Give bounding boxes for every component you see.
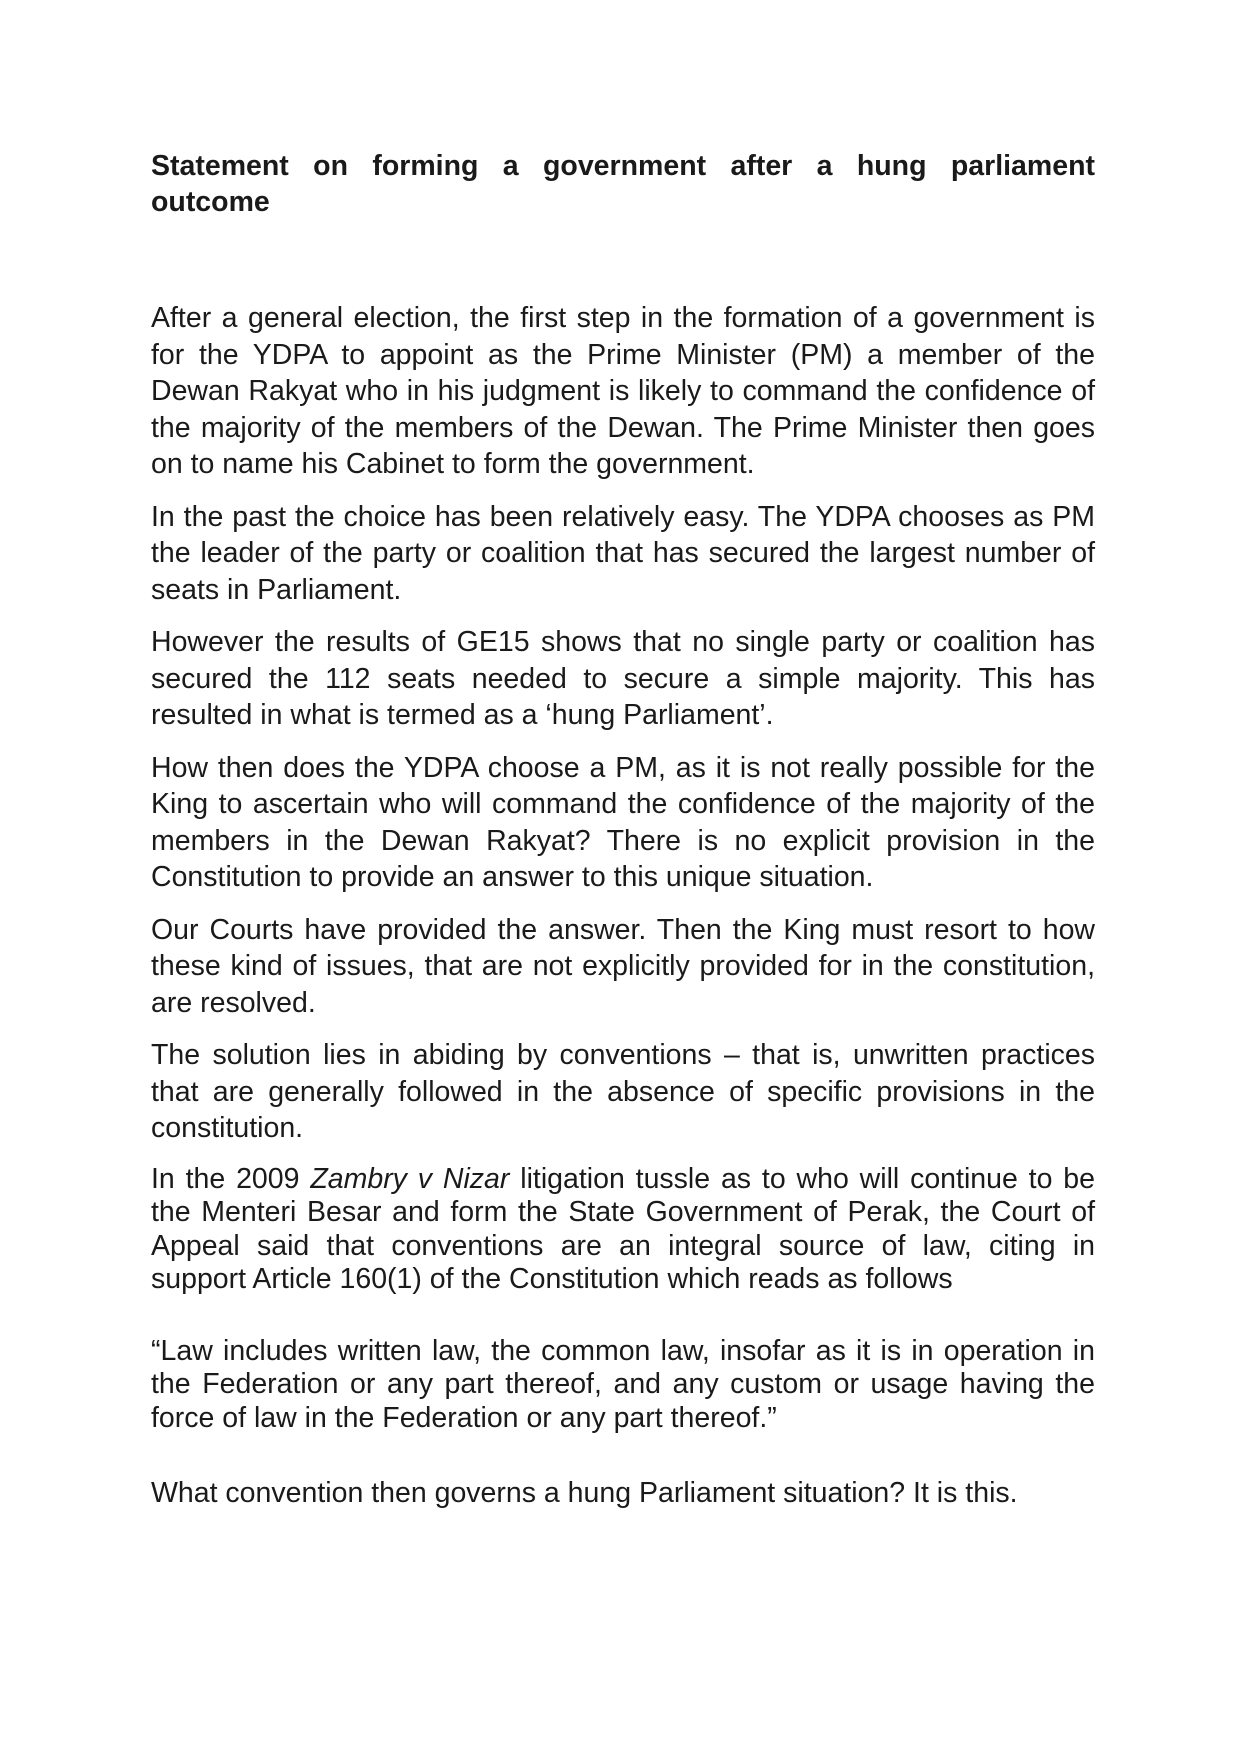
paragraph-past-choice: In the past the choice has been relatively easy. The YDPA chooses as PM the leader of the party or coalition that has secured the largest number of seats in Parliament. <box>151 500 1095 606</box>
document-title: Statement on forming a government after a hung parliament outcome <box>151 150 1095 218</box>
case-name: Zambry v Nizar <box>310 1162 510 1195</box>
article-quote: “Law includes written law, the common law, insofar as it is in operation in the Federation or any part thereof, and any custom or usage having the force of law in the Federation or any part thereof.” <box>151 1334 1095 1434</box>
paragraph-courts-answer: Our Courts have provided the answer. Then the King must resort to how these kind of issues, that are not explicitly provided for in the constitution, are resolved. <box>151 913 1095 1019</box>
paragraph-case-citation <box>151 1163 1095 1297</box>
case-text-before: In the 2009 <box>151 1162 311 1195</box>
paragraph-ge15-results: However the results of GE15 shows that no single party or coalition has secured the 112 seats needed to secure a simple majority. This has resulted in what is termed as a ‘hung Parliament’. <box>151 626 1095 731</box>
case-text-after: litigation tussle as to who will continue to be the Menteri Besar and form the State Government of Perak, the Court of Appeal said that conventions are an integral source of law, citing in support Article 160(1) of the Constitution which reads as follows <box>151 1162 1095 1295</box>
document-page <box>151 148 1095 1511</box>
paragraph-conventions: The solution lies in abiding by conventions – that is, unwritten practices that are generally followed in the absence of specific provisions in the constitution. <box>151 1039 1095 1144</box>
closing-line: What convention then governs a hung Parliament situation? It is this. <box>151 1477 1018 1509</box>
paragraph-formation: After a general election, the first step in the formation of a government is for the YDPA to appoint as the Prime Minister (PM) a member of the Dewan Rakyat who in his judgment is likely to command the confidence of the majority of the members of the Dewan. The Prime Minister then goes on to name his Cabinet to form the government. <box>151 302 1095 480</box>
paragraph-how-choose: How then does the YDPA choose a PM, as it is not really possible for the King to ascertain who will command the confidence of the majority of the members in the Dewan Rakyat? There is no explicit provision in the Constitution to provide an answer to this unique situation. <box>151 751 1095 893</box>
